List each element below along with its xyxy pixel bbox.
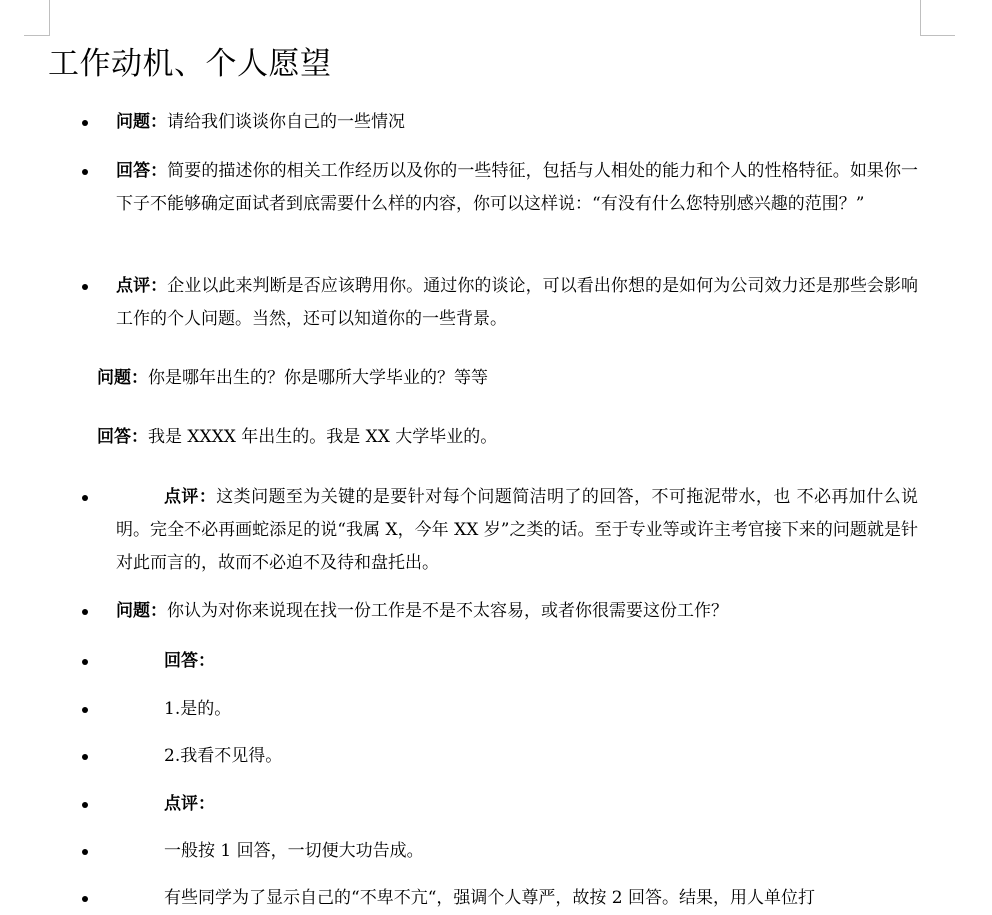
paragraph	[97, 362, 899, 395]
label-colon: ：	[198, 487, 217, 507]
item-label: 问题	[116, 601, 150, 621]
bullet-icon	[82, 802, 88, 808]
item-text: 1.是的。	[164, 699, 232, 719]
page-corner-mark-left	[24, 0, 50, 36]
document-heading: 工作动机、个人愿望	[48, 46, 332, 82]
page-corner-mark-right	[920, 0, 955, 36]
item-text: 一般按 1 回答，一切便大功告成。	[164, 841, 424, 861]
item-text: 你是哪年出生的？你是哪所大学毕业的？等等	[148, 368, 488, 388]
label-colon: ：	[150, 161, 168, 181]
list-item	[116, 595, 918, 628]
bullet-icon	[82, 609, 88, 615]
list-item	[164, 693, 918, 726]
bullet-icon	[82, 659, 88, 665]
list-item	[164, 645, 918, 678]
item-text: 简要的描述你的相关工作经历以及你的一些特征，包括与人相处的能力和个人的性格特征。如果你一下子不能够确定面试者到底需要什么样的内容，你可以这样说：“有没有什么您特别感兴趣的范围？”	[116, 161, 919, 214]
list-item	[164, 835, 918, 868]
item-label: 点评	[116, 276, 151, 296]
item-text: 企业以此来判断是否应该聘用你。通过你的谈论，可以看出你想的是如何为公司效力还是那些会影响工作的个人问题。当然，还可以知道你的一些背景。	[116, 276, 919, 329]
list-item	[164, 882, 918, 915]
label-colon: ：	[198, 794, 215, 814]
list-item	[116, 270, 918, 336]
label-colon: ：	[131, 368, 148, 388]
label-colon: ：	[131, 427, 148, 447]
label-colon: ：	[150, 601, 167, 621]
item-text: 你认为对你来说现在找一份工作是不是不太容易，或者你很需要这份工作？	[167, 601, 728, 621]
item-text: 我是 XXXX 年出生的。我是 XX 大学毕业的。	[148, 427, 498, 447]
item-label: 问题	[116, 112, 150, 132]
item-label: 点评	[164, 487, 199, 507]
bullet-icon	[82, 120, 88, 126]
item-label: 点评	[164, 794, 198, 814]
bullet-icon	[82, 849, 88, 855]
list-item	[116, 155, 918, 221]
item-text: 2.我看不见得。	[164, 746, 283, 766]
bullet-icon	[82, 754, 88, 760]
list-item	[116, 481, 918, 580]
bullet-icon	[82, 284, 88, 290]
bullet-icon	[82, 169, 88, 175]
label-colon: ：	[198, 651, 215, 671]
bullet-icon	[82, 707, 88, 713]
item-label: 回答	[116, 161, 151, 181]
item-text: 请给我们谈谈你自己的一些情况	[167, 112, 405, 132]
item-label: 问题	[97, 368, 131, 388]
list-item	[164, 740, 918, 773]
item-text: 有些同学为了显示自己的“不卑不亢“，强调个人尊严，故按 2 回答。结果，用人单位打	[164, 888, 816, 908]
item-label: 回答	[164, 651, 198, 671]
bullet-icon	[82, 495, 88, 501]
item-label: 回答	[97, 427, 131, 447]
list-item	[164, 788, 918, 821]
item-text: 这类问题至为关键的是要针对每个问题简洁明了的回答，不可拖泥带水，也 不必再加什么说明。完全不必再画蛇添足的说“我属 X，今年 XX 岁”之类的话。至于专业等或许主考官接下来的问题就是针对此而言的，故而不必迫不及待和盘托出。	[116, 487, 919, 573]
label-colon: ：	[150, 112, 167, 132]
list-item	[116, 106, 918, 139]
bullet-icon	[82, 896, 88, 902]
label-colon: ：	[150, 276, 168, 296]
paragraph	[97, 421, 899, 454]
